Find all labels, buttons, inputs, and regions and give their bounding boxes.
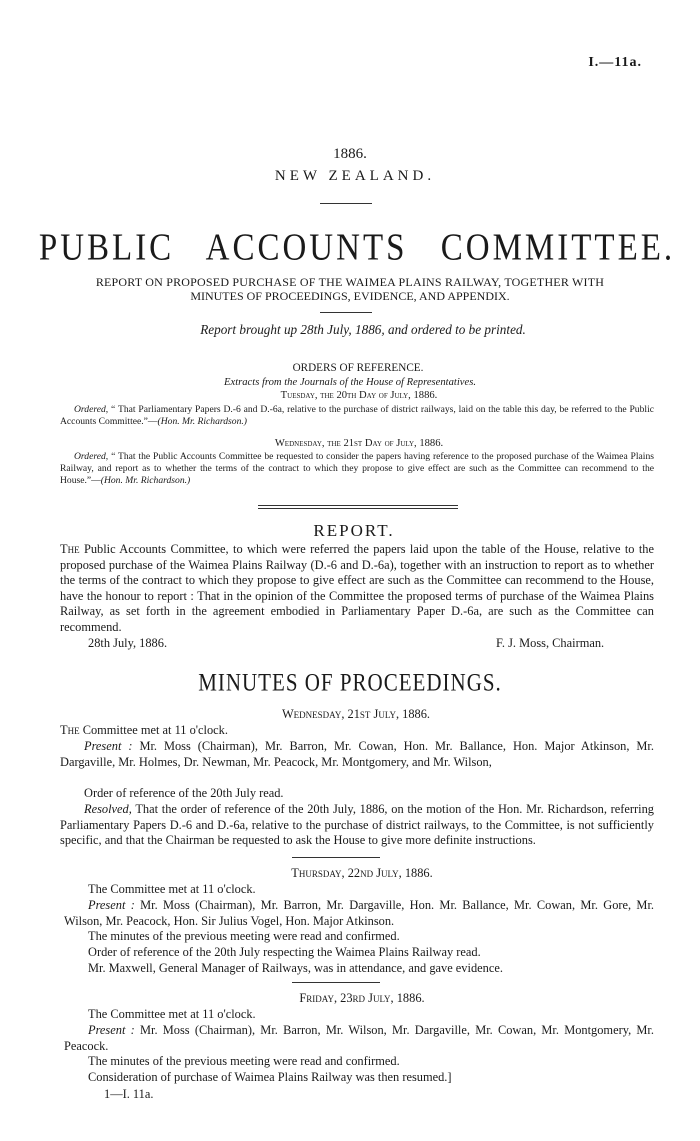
divider xyxy=(258,505,458,506)
divider xyxy=(320,312,372,313)
footer-signature: 1—I. 11a. xyxy=(104,1087,154,1101)
divider xyxy=(292,857,380,858)
minutes-date-2: Thursday, 22nd July, 1886. xyxy=(291,866,433,880)
minutes-1-resolved: Resolved, That the order of reference of the 20th July, 1886, on the motion of the Hon. Mr. Richardson, referring Parliamentary Papers D.-6 and D.-6a, relative to the purchase of district railways, to the Committee, is not sufficiently specific, and that the Chairman be requested to ask the House to give more definite instructions. xyxy=(60,802,654,848)
minutes-date-3: Friday, 23rd July, 1886. xyxy=(299,991,425,1005)
minutes-2-met: The Committee met at 11 o'clock. xyxy=(88,882,256,896)
country: NEW ZEALAND. xyxy=(274,168,436,184)
report-signature: F. J. Moss, Chairman. xyxy=(496,636,605,650)
report-date: 28th July, 1886. xyxy=(88,636,168,650)
order-date-2: Wednesday, the 21st Day of July, 1886. xyxy=(274,438,444,449)
committee-title: PUBLIC ACCOUNTS COMMITTEE. xyxy=(38,227,676,269)
minutes-2-present: Present : Mr. Moss (Chairman), Mr. Barron, Mr. Dargaville, Hon. Mr. Ballance, Mr. Cowan, Mr. Gore, Mr. Wilson, Mr. Peacock, Hon. Sir Julius Vogel, Hon. Major Atkinson. xyxy=(64,898,654,928)
minutes-3-confirmed: The minutes of the previous meeting were read and confirmed. xyxy=(88,1054,400,1068)
minutes-3-met: The Committee met at 11 o'clock. xyxy=(88,1007,256,1021)
minutes-2-confirmed: The minutes of the previous meeting were read and confirmed. xyxy=(88,929,400,943)
report-heading: REPORT. xyxy=(313,521,395,540)
report-body: The Public Accounts Committee, to which were referred the papers laid upon the table of the House, relative to the proposed purchase of the Waimea Plains Railway (D.-6 and D.-6a), together with an instruction to report as to whether the terms of the contract to which they propose to give effect are such as the Committee can recommend to the House, have the honour to report : That in the opinion of the Committee the proposed terms of purchase of the Waimea Plains Railway, as set forth in the agreement embodied in Parliamentary Paper D.-6a, are such as the Committee can recommend. xyxy=(60,542,654,634)
minutes-date-1: Wednesday, 21st July, 1886. xyxy=(281,707,431,721)
minutes-3-present: Present : Mr. Moss (Chairman), Mr. Barron, Mr. Wilson, Mr. Dargaville, Mr. Cowan, Mr. Montgomery, Mr. Peacock. xyxy=(64,1023,654,1053)
extracts-line: Extracts from the Journals of the House of Representatives. xyxy=(224,377,476,388)
minutes-heading: MINUTES OF PROCEEDINGS. xyxy=(198,667,502,697)
subtitle-line-2: MINUTES OF PROCEEDINGS, EVIDENCE, AND APPENDIX. xyxy=(190,289,510,303)
minutes-1-present: Present : Mr. Moss (Chairman), Mr. Barron, Mr. Cowan, Hon. Mr. Ballance, Hon. Major Atkinson, Mr. Dargaville, Mr. Holmes, Dr. Newman, Mr. Peacock, Mr. Montgomery, and Mr. Wilson, xyxy=(60,739,654,769)
minutes-2-order: Order of reference of the 20th July respecting the Waimea Plains Railway read. xyxy=(88,945,481,959)
order-2: Ordered, “ That the Public Accounts Committee be requested to consider the papers having reference to the proposed purchase of the Waimea Plains Railway, and report as to whether the terms of the contract to which they propose to give effect are such as the Committee can recommend to the House.”—(Hon. Mr. Richardson.) xyxy=(60,451,655,487)
divider xyxy=(292,982,380,983)
minutes-1-met: The Committee met at 11 o'clock. xyxy=(60,723,228,737)
order-date-1: Tuesday, the 20th Day of July, 1886. xyxy=(280,390,438,401)
year: 1886. xyxy=(333,146,367,162)
minutes-3-consideration: Consideration of purchase of Waimea Plains Railway was then resumed.] xyxy=(88,1070,452,1084)
subtitle-line-1: REPORT ON PROPOSED PURCHASE OF THE WAIMEA PLAINS RAILWAY, TOGETHER WITH xyxy=(95,275,605,289)
divider xyxy=(258,508,458,509)
page-reference: I.—11a. xyxy=(588,55,642,70)
divider xyxy=(320,203,372,204)
minutes-1-order: Order of reference of the 20th July read. xyxy=(84,786,284,800)
order-1: Ordered, “ That Parliamentary Papers D.-6 and D.-6a, relative to the purchase of district railways, laid on the table this day, be referred to the Public Accounts Committee.”—(Hon. Mr. Richardson.) xyxy=(60,404,654,428)
minutes-2-maxwell: Mr. Maxwell, General Manager of Railways, was in attendance, and gave evidence. xyxy=(88,961,503,975)
brought-up-note: Report brought up 28th July, 1886, and ordered to be printed. xyxy=(200,322,526,337)
orders-heading: ORDERS OF REFERENCE. xyxy=(292,362,424,374)
